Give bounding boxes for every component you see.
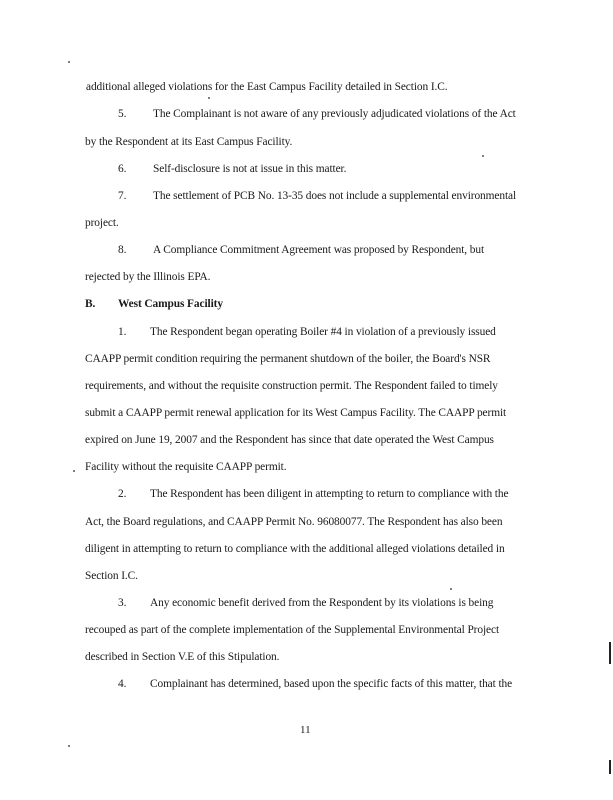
section-heading: West Campus Facility [118,298,223,310]
scan-edge-mark [609,642,611,664]
paragraph-number: 7. [118,190,127,202]
text-line: requirements, and without the requisite construction permit. The Respondent failed to timely [85,380,498,392]
text-line: expired on June 19, 2007 and the Respondent has since that date operated the West Campus [85,434,494,446]
text-line: The settlement of PCB No. 13-35 does not include a supplemental environmental [153,190,517,202]
paragraph-number: 6. [118,163,127,175]
text-line: Self-disclosure is not at issue in this matter. [153,163,347,175]
scan-speck [68,745,70,747]
text-line: recouped as part of the complete implementation of the Supplemental Environmental Project [85,624,500,636]
text-line: rejected by the Illinois EPA. [85,271,211,283]
paragraph-number: 2. [118,488,127,500]
text-line: The Respondent has been diligent in attempting to return to compliance with the [150,488,509,500]
text-line: Complainant has determined, based upon the specific facts of this matter, that the [150,678,513,690]
text-line: project. [85,217,119,229]
text-line: The Complainant is not aware of any previously adjudicated violations of the Act [153,108,516,120]
text-line: diligent in attempting to return to compliance with the additional alleged violations detailed in [85,543,505,555]
scan-speck [450,588,452,590]
scan-speck [68,61,70,63]
page-number: 11 [300,724,311,736]
text-line: additional alleged violations for the East Campus Facility detailed in Section I.C. [86,81,448,93]
scan-speck [73,470,75,472]
section-letter: B. [85,298,96,310]
text-line: by the Respondent at its East Campus Facility. [85,136,293,148]
paragraph-number: 1. [118,326,127,338]
paragraph-number: 3. [118,597,127,609]
paragraph-number: 5. [118,108,127,120]
text-line: Act, the Board regulations, and CAAPP Permit No. 96080077. The Respondent has also been [85,516,503,528]
text-line: Any economic benefit derived from the Respondent by its violations is being [150,597,494,609]
text-line: described in Section V.E of this Stipulation. [85,651,280,663]
scan-edge-mark [609,760,611,774]
text-line: submit a CAAPP permit renewal application for its West Campus Facility. The CAAPP permit [85,407,507,419]
text-line: A Compliance Commitment Agreement was proposed by Respondent, but [153,244,485,256]
paragraph-number: 4. [118,678,127,690]
paragraph-number: 8. [118,244,127,256]
scan-speck [208,97,210,99]
text-line: Facility without the requisite CAAPP permit. [85,461,287,473]
text-line: CAAPP permit condition requiring the permanent shutdown of the boiler, the Board's NSR [85,353,491,365]
text-line: Section I.C. [85,570,138,582]
text-line: The Respondent began operating Boiler #4 in violation of a previously issued [150,326,496,338]
scan-speck [482,155,484,157]
